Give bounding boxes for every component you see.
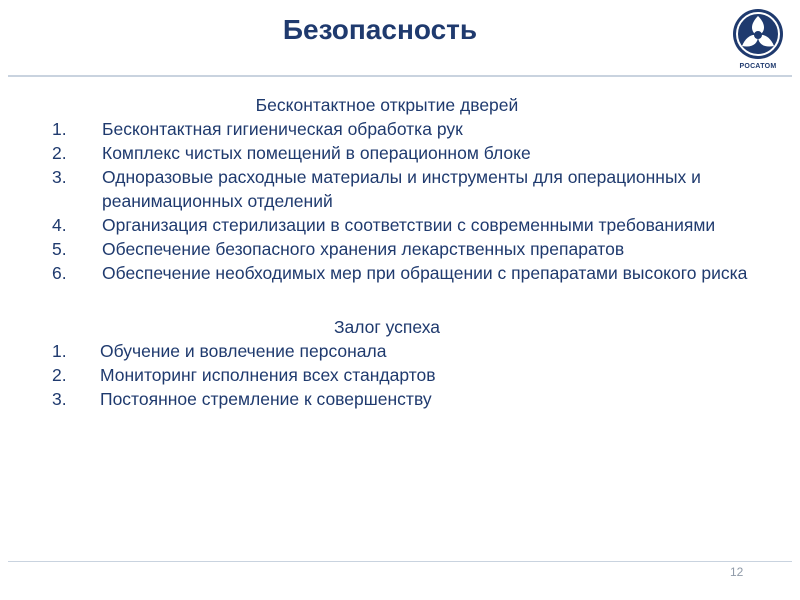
section1-heading: Бесконтактное открытие дверей (255, 95, 519, 115)
list-item (52, 387, 752, 411)
list-item (52, 213, 752, 237)
list-item-text: Одноразовые расходные материалы и инструменты для операционных и реанимационных отделений (102, 167, 701, 211)
list-item (52, 261, 752, 285)
page-number: 12 (730, 565, 744, 579)
header-divider (8, 75, 792, 77)
list-item (52, 237, 752, 261)
list-item-text: Организация стерилизации в соответствии с современными требованиями (102, 215, 716, 235)
list-item-number: 3. (52, 167, 67, 187)
list-item-text: Обучение и вовлечение персонала (100, 341, 387, 361)
list-item (52, 363, 752, 387)
list-item-text: Комплекс чистых помещений в операционном блоке (102, 143, 531, 163)
list-item-text: Бесконтактная гигиеническая обработка рук (102, 119, 463, 139)
list-item-number: 5. (52, 239, 67, 259)
list-item-text: Обеспечение безопасного хранения лекарственных препаратов (102, 239, 625, 259)
atom-icon (724, 6, 792, 62)
list-item (52, 165, 752, 213)
page-title: Безопасность (282, 14, 478, 45)
list-item-text: Постоянное стремление к совершенству (100, 389, 432, 409)
list-item-text: Мониторинг исполнения всех стандартов (100, 365, 436, 385)
list-item-number: 3. (52, 389, 67, 409)
list-item-number: 4. (52, 215, 67, 235)
section1-list (52, 117, 752, 285)
main-content (52, 93, 752, 411)
list-item-number: 2. (52, 143, 67, 163)
list-item-number: 1. (52, 341, 67, 361)
section2-heading: Залог успеха (333, 317, 441, 337)
section2-list (52, 339, 752, 411)
list-item (52, 339, 752, 363)
logo-text: РОСАТОМ (739, 63, 777, 70)
list-item (52, 141, 752, 165)
list-item-number: 2. (52, 365, 67, 385)
list-item-number: 6. (52, 263, 67, 283)
rosatom-logo (724, 6, 794, 72)
section-spacer (52, 285, 752, 315)
list-item (52, 117, 752, 141)
list-item-text: Обеспечение необходимых мер при обращении с препаратами высокого риска (102, 263, 748, 283)
list-item-number: 1. (52, 119, 67, 139)
footer-divider (8, 561, 792, 562)
